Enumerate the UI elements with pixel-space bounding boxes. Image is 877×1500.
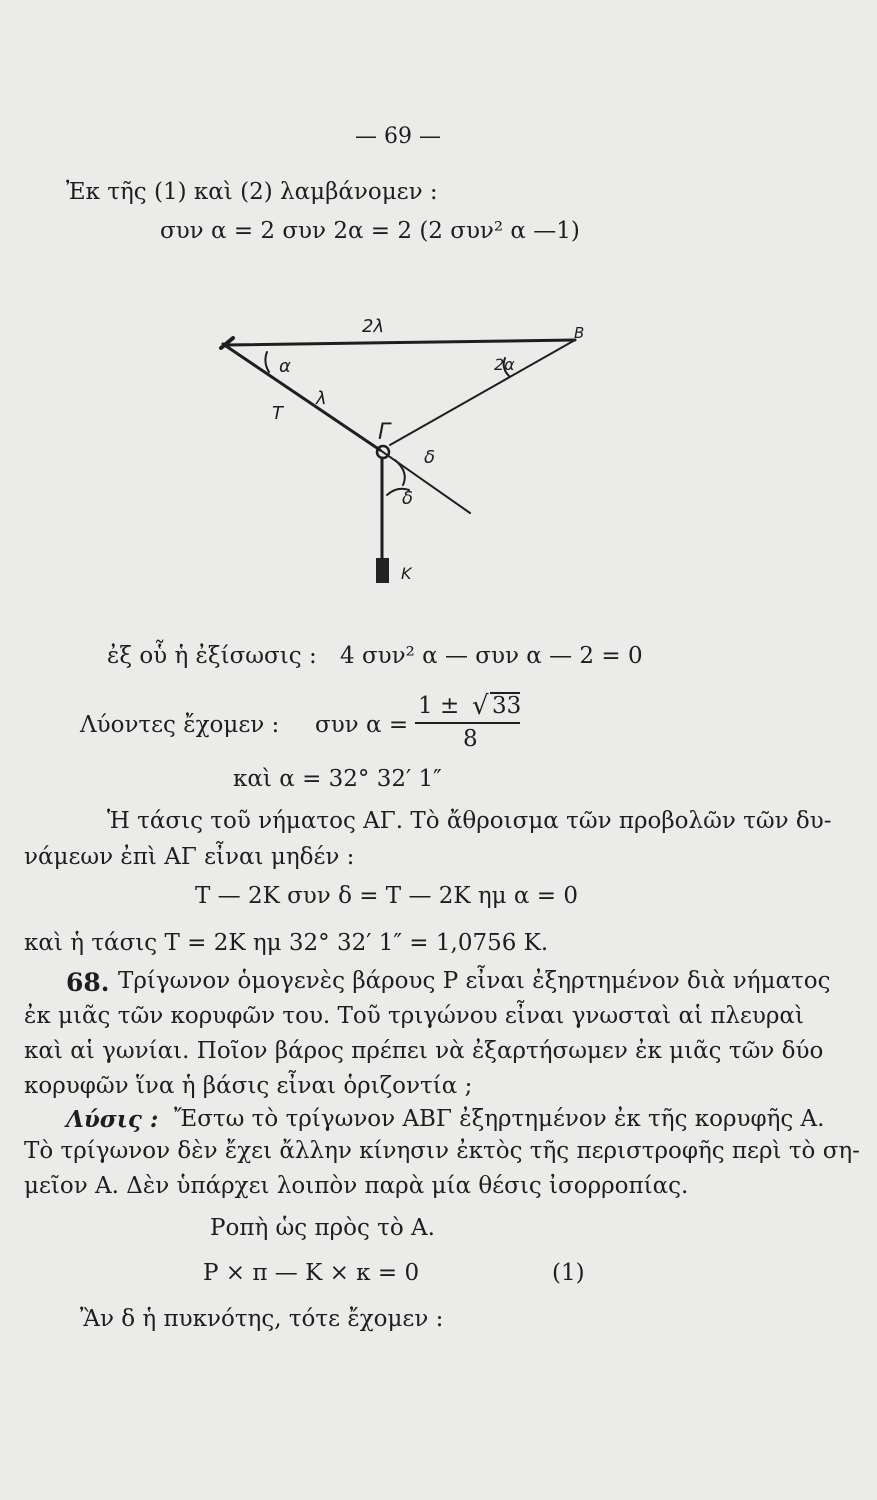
string-a-gamma	[223, 344, 380, 450]
text-line: Ἂν δ ἡ πυκνότης, τότε ἔχομεν :	[80, 1306, 444, 1332]
sqrt-overline	[490, 692, 520, 694]
equation-tag: (1)	[552, 1260, 585, 1286]
label-b: B	[574, 324, 585, 342]
equation-line: Ρ × π — Κ × κ = 0	[203, 1260, 420, 1286]
label-alpha: α	[279, 356, 291, 377]
pulley-diagram	[205, 300, 625, 600]
alpha-arc	[265, 352, 269, 372]
top-line-ab	[225, 340, 575, 345]
equation-lhs: συν α =	[315, 712, 409, 738]
text-line: ἐκ μιᾶς τῶν κορυφῶν του. Τοῦ τριγώνου εἶναι γνωσταὶ αἱ πλευραὶ	[24, 1003, 804, 1029]
text-line: νάμεων ἐπὶ ΑΓ εἶναι μηδέν :	[24, 844, 355, 870]
text-line: Ἐκ τῆς (1) καὶ (2) λαμβάνομεν :	[66, 179, 438, 205]
equation-line: καὶ ἡ τάσις Τ = 2Κ ημ 32° 32′ 1″ = 1,0756 Κ.	[24, 930, 549, 956]
label-k: K	[401, 564, 412, 583]
fraction-denominator: 8	[463, 726, 478, 752]
text-line: Τρίγωνον ὁμογενὲς βάρους Ρ εἶναι ἐξηρτημένον διὰ νήματος	[118, 968, 831, 994]
sqrt-symbol: √	[472, 691, 489, 721]
solution-label: Λύσις :	[66, 1106, 159, 1133]
fraction-numerator: 1 ±	[418, 693, 460, 719]
label-lambda: λ	[316, 388, 327, 409]
text-line: Ἡ τάσις τοῦ νήματος ΑΓ. Τὸ ἄθροισμα τῶν προβολῶν τῶν δυ-	[107, 808, 832, 834]
text-line: ἐξ οὗ ἡ ἐξίσωσις :	[107, 643, 317, 669]
label-two-lambda: 2λ	[362, 316, 385, 337]
equation-line: συν α = 2 συν 2α = 2 (2 συν² α —1)	[160, 218, 580, 244]
label-two-alpha: 2α	[494, 355, 515, 374]
equation-line: Τ — 2Κ συν δ = Τ — 2Κ ημ α = 0	[195, 883, 578, 909]
text-line: Τὸ τρίγωνον δὲν ἔχει ἄλλην κίνησιν ἐκτὸς τῆς περιστροφῆς περὶ τὸ ση-	[24, 1138, 860, 1164]
label-delta-2: δ	[402, 488, 414, 509]
text-line: Λύοντες ἔχομεν :	[80, 712, 280, 738]
sqrt-radicand: 33	[492, 693, 522, 719]
label-delta-1: δ	[424, 447, 436, 468]
text-line: Ροπὴ ὡς πρὸς τὸ Α.	[210, 1215, 435, 1241]
delta-arc-1	[395, 460, 405, 485]
label-t: T	[272, 403, 283, 424]
text-line: καὶ αἱ γωνίαι. Ποῖον βάρος πρέπει νὰ ἐξαρτήσωμεν ἐκ μιᾶς τῶν δύο	[24, 1038, 824, 1064]
equation-line: καὶ α = 32° 32′ 1″	[233, 766, 442, 792]
weight-block	[376, 558, 389, 583]
text-line: μεῖον Α. Δὲν ὑπάρχει λοιπὸν παρὰ μία θέσις ἰσορροπίας.	[24, 1173, 689, 1199]
string-b-gamma	[390, 340, 575, 445]
equation-line: 4 συν² α — συν α — 2 = 0	[340, 643, 643, 669]
text-line: κορυφῶν ἵνα ἡ βάσις εἶναι ὁριζοντία ;	[24, 1073, 473, 1099]
page-number: — 69 —	[355, 124, 441, 149]
label-gamma: Γ	[378, 420, 391, 445]
text-line: Ἔστω τὸ τρίγωνον ΑΒΓ ἐξηρτημένον ἐκ τῆς κορυφῆς Α.	[174, 1106, 825, 1132]
fraction-bar	[415, 722, 520, 724]
problem-number: 68.	[66, 968, 110, 997]
